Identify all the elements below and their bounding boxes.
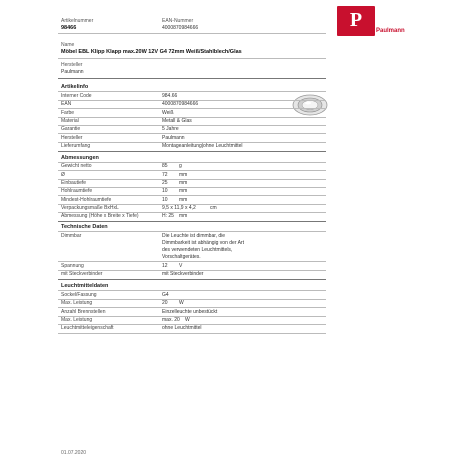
- logo-brand-text: Paulmann: [376, 28, 405, 34]
- artno-label: Artikelnummer: [61, 18, 94, 24]
- table-row: Ø 72 mm: [61, 172, 188, 178]
- divider: [58, 91, 326, 92]
- divider: [58, 58, 326, 59]
- table-row: mit Steckverbinder mit Steckverbinder: [61, 271, 204, 277]
- ean-label: EAN-Nummer: [162, 18, 194, 24]
- table-row: Sockel/Fassung G4: [61, 292, 169, 298]
- table-row: Gewicht netto 85 g: [61, 163, 182, 169]
- artno-value: 98466: [61, 25, 77, 31]
- section-title-technische-daten: Technische Daten: [61, 224, 108, 230]
- table-row: Spannung 12 V: [61, 263, 183, 269]
- table-row: Vorschaltgerätes.: [162, 254, 201, 260]
- table-row: Max. Leistung max. 20 W: [61, 317, 190, 323]
- section-title-artikelinfo: Artikelinfo: [61, 84, 89, 90]
- section-title-abmessungen: Abmessungen: [61, 155, 99, 161]
- table-row: Abmessung (Höhe x Breite x Tiefe) H: 25 mm: [61, 213, 188, 219]
- section-title-leuchtmitteldaten: Leuchtmitteldaten: [61, 283, 109, 289]
- table-row: des verwendeten Leuchtmittels,: [162, 247, 233, 253]
- logo-mark: P: [349, 9, 363, 31]
- ean-value: 4000870984666: [162, 25, 199, 31]
- name-label: Name: [61, 42, 75, 48]
- paulmann-logo: [337, 6, 375, 36]
- footer-date: 01.07.2020: [61, 450, 87, 456]
- table-row: Leuchtmitteleigenschaft ohne Leuchtmittel: [61, 325, 202, 331]
- table-row: Hohlraumtiefe 10 mm: [61, 188, 188, 194]
- table-row: Dimmbarkeit ist abhängig von der Art: [162, 240, 244, 246]
- table-row: Garantie 5 Jahre: [61, 126, 179, 132]
- table-row: Verpackungsmaße BxHxL 9,5 x 11,9 x 4,2 cm: [61, 205, 217, 211]
- table-row: Hersteller Paulmann: [61, 135, 185, 141]
- table-row: Interner Code 984.66: [61, 93, 178, 99]
- table-row: Farbe Weiß: [61, 110, 174, 116]
- divider: [58, 78, 326, 79]
- table-row: Lieferumfang Montageanleitung|ohne Leuchtmittel: [61, 143, 243, 149]
- maker-label: Hersteller: [61, 62, 83, 68]
- table-row: Dimmbar Die Leuchte ist dimmbar, die: [61, 233, 226, 239]
- table-row: EAN 4000870984666: [61, 101, 199, 107]
- product-name: Möbel EBL Klipp Klapp max.20W 12V G4 72mm Weiß/Stahlblech/Glas: [61, 49, 242, 55]
- table-row: Mindest-Hohlraumtiefe 10 mm: [61, 197, 188, 203]
- table-row: Einbautiefe 25 mm: [61, 180, 188, 186]
- maker-value: Paulmann: [61, 69, 84, 75]
- table-row: Material Metall & Glas: [61, 118, 192, 124]
- table-row: Anzahl Brennstellen Einzelleuchte unbestückt: [61, 309, 218, 315]
- divider: [58, 33, 326, 34]
- table-row: Max. Leistung 20 W: [61, 300, 184, 306]
